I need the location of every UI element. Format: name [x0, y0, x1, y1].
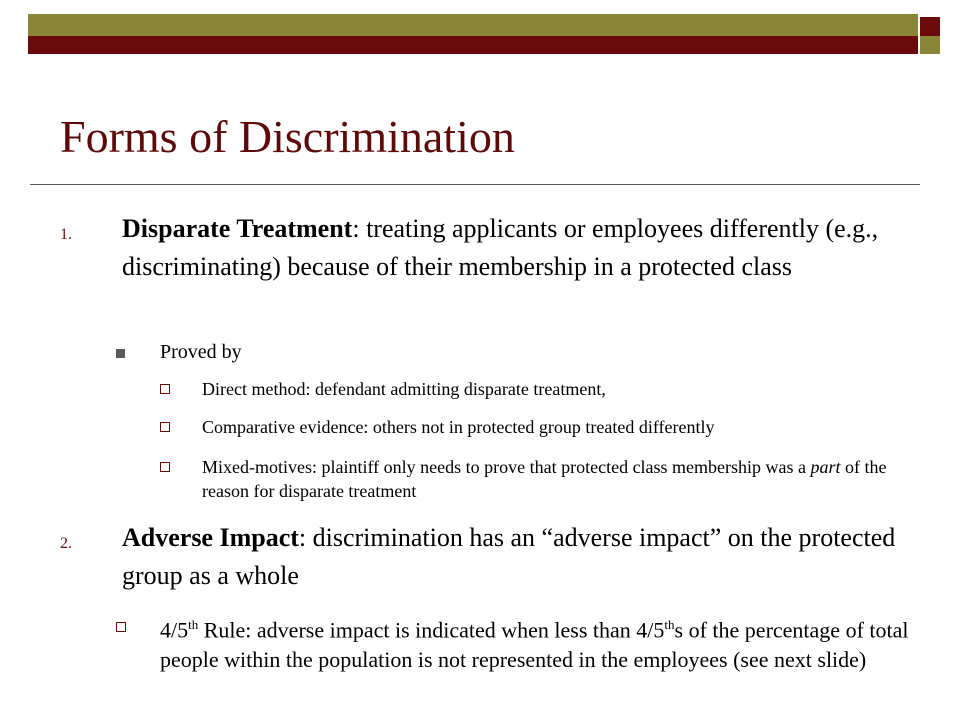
direct-method-point: Direct method: defendant admitting disparate treatment, — [202, 379, 606, 399]
square-bullet-icon — [116, 349, 125, 358]
item-number: 2. — [60, 535, 72, 552]
box-bullet-icon — [116, 622, 126, 632]
term-adverse-impact: Adverse Impact — [122, 523, 299, 552]
disparate-treatment-text — [122, 210, 912, 286]
item-number: 1. — [60, 226, 72, 243]
rule-fraction: 4/5 — [160, 617, 189, 643]
mixed-motives-emphasis: part — [810, 457, 841, 477]
mixed-motives-point — [202, 455, 902, 503]
mixed-motives-text-a: Mixed-motives: plaintiff only needs to prove that protected class membership was a — [202, 457, 811, 477]
box-bullet-icon — [160, 422, 170, 432]
four-fifths-rule-text — [160, 610, 920, 675]
box-bullet-icon — [160, 462, 170, 472]
term-disparate-treatment: Disparate Treatment — [122, 214, 353, 243]
mixed-motives-text-b: of the reason for disparate treatment — [202, 457, 887, 501]
disparate-treatment-definition: : treating applicants or employees differently (e.g., discriminating) because of their membership in a protected class — [122, 214, 879, 281]
rule-superscript: th — [188, 617, 199, 632]
header-decoration-bar — [28, 14, 942, 58]
adverse-impact-text — [122, 519, 912, 595]
proved-by-label: Proved by — [160, 341, 242, 363]
rule-text-b: s of the percentage of total people within the population is not represented in the employees (see next slide) — [160, 617, 909, 673]
rule-superscript: th — [664, 617, 675, 632]
title-underline — [30, 184, 920, 185]
header-olive-stripe — [28, 14, 918, 36]
box-bullet-icon — [160, 384, 170, 394]
header-maroon-stripe — [28, 36, 918, 54]
header-corner-olive-square — [920, 36, 940, 54]
comparative-evidence-point: Comparative evidence: others not in protected group treated differently — [202, 417, 715, 437]
header-corner-maroon-square — [920, 17, 940, 36]
slide-title: Forms of Discrimination — [60, 111, 515, 162]
rule-text-a: Rule: adverse impact is indicated when less than 4/5 — [198, 617, 665, 643]
adverse-impact-definition: : discrimination has an “adverse impact” on the protected group as a whole — [122, 523, 896, 590]
